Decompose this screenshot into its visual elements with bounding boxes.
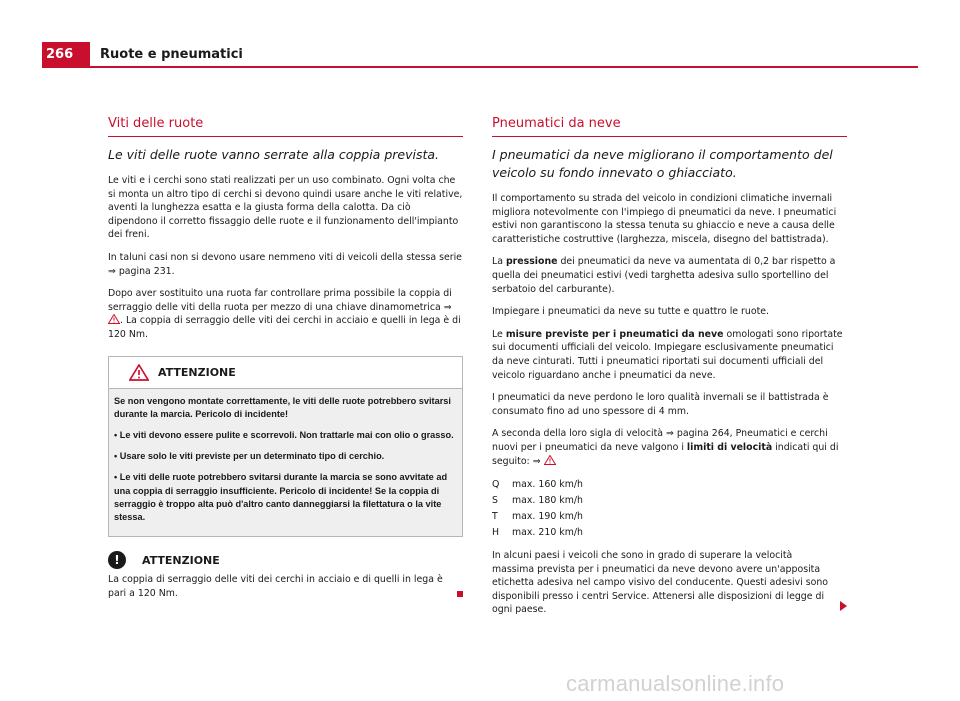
- paragraph-text: indicati qui di seguito: ⇒: [492, 441, 839, 467]
- warning-triangle-icon: [129, 364, 149, 381]
- paragraph: Il comportamento su strada del veicolo in condizioni climatiche invernali migliora notevolmente con l'impiego di pneumatici da neve. I pneumatici estivi non garantiscono la stessa tenuta su ghiaccio e neve a causa delle caratteristiche costruttive (larghezza, miscela, disegno del battistrada).: [492, 193, 837, 245]
- section-heading-snow-tyres: Pneumatici da neve: [492, 116, 847, 137]
- speed-code: H: [492, 527, 500, 539]
- section-end-marker: [457, 591, 463, 597]
- paragraph-text: omologati sono riportate sui documenti ufficiali del veicolo. Impiegare esclusivamente pneumatici da neve cinturati. Tutti i pneumatici riportati sui documenti ufficiali del veicolo riguardano anche i pneumatici da neve.: [492, 328, 843, 381]
- speed-code: S: [492, 495, 498, 507]
- table-row: [492, 493, 583, 509]
- paragraph: [492, 255, 847, 296]
- chapter-title: Ruote e pneumatici: [100, 47, 243, 62]
- left-column: [108, 116, 463, 600]
- speed-value: max. 210 km/h: [512, 527, 583, 539]
- warning-header: [109, 357, 462, 389]
- watermark: carmanualsonline.info: [566, 671, 785, 696]
- section-lead: I pneumatici da neve migliorano il comportamento del veicolo su fondo innevato o ghiacciato.: [492, 147, 833, 180]
- section-lead: Le viti delle ruote vanno serrate alla coppia prevista.: [108, 147, 439, 162]
- warning-item: Se non vengono montate correttamente, le viti delle ruote potrebbero svitarsi durante la marcia. Pericolo di incidente!: [114, 395, 451, 419]
- header-rule: [42, 66, 918, 68]
- speed-code: Q: [492, 479, 500, 491]
- warning-title: ATTENZIONE: [158, 365, 236, 379]
- speed-value: max. 190 km/h: [512, 511, 583, 523]
- paragraph-text: In alcuni paesi i veicoli che sono in grado di superare la velocità massima prevista per i pneumatici da neve devono avere un'apposita etichetta adesiva nel campo visivo del conducente. Questi adesivi sono disponibili presso i centri Service. Attenersi alle disposizioni di legge di ogni paese.: [492, 550, 829, 616]
- paragraph: Le viti e i cerchi sono stati realizzati per un uso combinato. Ogni volta che si monta un altro tipo di cerchi si devono quindi usare anche le viti relative, aventi la lunghezza esatta e la giusta forma della calotta. Da ciò dipendono il corretto fissaggio delle ruote e il funzionamento dell'impianto dei freni.: [108, 175, 463, 241]
- notice-body: La coppia di serraggio delle viti dei cerchi in acciaio e di quelli in lega è pari a 120 Nm.: [108, 574, 443, 599]
- paragraph: [492, 427, 847, 468]
- warning-item: • Le viti delle ruote potrebbero svitarsi durante la marcia se sono avvitate ad una coppia di serraggio insufficiente. Pericolo di incidente! Se la coppia di serraggio è troppo alta può d'altro canto danneggiarsi la filettatura o la vite stessa.: [114, 472, 448, 522]
- notice-text: [108, 573, 463, 600]
- speed-value: max. 180 km/h: [512, 495, 583, 507]
- paragraph: [492, 328, 847, 382]
- paragraph-text: La: [492, 256, 506, 268]
- exclamation-circle-icon: !: [108, 551, 126, 569]
- right-column: [492, 116, 847, 626]
- notice-header: [108, 551, 463, 569]
- paragraph: In taluni casi non si devono usare nemmeno viti di veicoli della stessa serie ⇒ pagina 231.: [108, 251, 462, 277]
- bold-term: pressione: [505, 256, 558, 268]
- page-number: 266: [42, 42, 90, 66]
- speed-value: max. 160 km/h: [512, 479, 583, 491]
- warning-item: • Usare solo le viti previste per un determinato tipo di cerchio.: [114, 451, 385, 462]
- bold-term: limiti di velocità: [686, 441, 773, 453]
- paragraph: Impiegare i pneumatici da neve su tutte e quattro le ruote.: [492, 306, 770, 318]
- paragraph-text: dei pneumatici da neve va aumentata di 0,2 bar rispetto a quella dei pneumatici estivi (vedi targhetta adesiva sullo sportellino del serbatoio del carburante).: [492, 256, 836, 295]
- paragraph-text: Dopo aver sostituito una ruota far controllare prima possibile la coppia di serraggio delle viti della ruota per mezzo di una chiave dinamometrica ⇒: [108, 288, 452, 313]
- paragraph: [108, 287, 463, 341]
- paragraph-text: . La coppia di serraggio delle viti dei cerchi in acciaio e quelli in lega è di 120 Nm.: [108, 315, 461, 340]
- table-row: [492, 477, 583, 493]
- bold-term: misure previste per i pneumatici da neve: [505, 328, 724, 340]
- table-row: [492, 525, 583, 541]
- warning-triangle-icon[interactable]: [108, 314, 120, 324]
- warning-box: [108, 356, 463, 538]
- speed-limit-table: [492, 477, 583, 541]
- warning-triangle-icon[interactable]: [544, 455, 556, 465]
- table-row: [492, 509, 583, 525]
- warning-body: [109, 389, 462, 537]
- notice-title: ATTENZIONE: [142, 553, 220, 567]
- warning-item: • Le viti devono essere pulite e scorrevoli. Non trattarle mai con olio o grasso.: [114, 429, 454, 440]
- paragraph: [492, 549, 847, 617]
- section-heading-wheel-bolts: Viti delle ruote: [108, 116, 463, 137]
- speed-code: T: [492, 511, 498, 523]
- continue-arrow-icon[interactable]: [840, 601, 847, 611]
- paragraph-text: Le: [492, 328, 506, 340]
- paragraph-text: A seconda della loro sigla di velocità ⇒ pagina 264, Pneumatici e cerchi nuovi per i pneumatici da neve valgono i: [492, 428, 828, 453]
- paragraph: I pneumatici da neve perdono le loro qualità invernali se il battistrada è consumato fino ad uno spessore di 4 mm.: [492, 392, 829, 417]
